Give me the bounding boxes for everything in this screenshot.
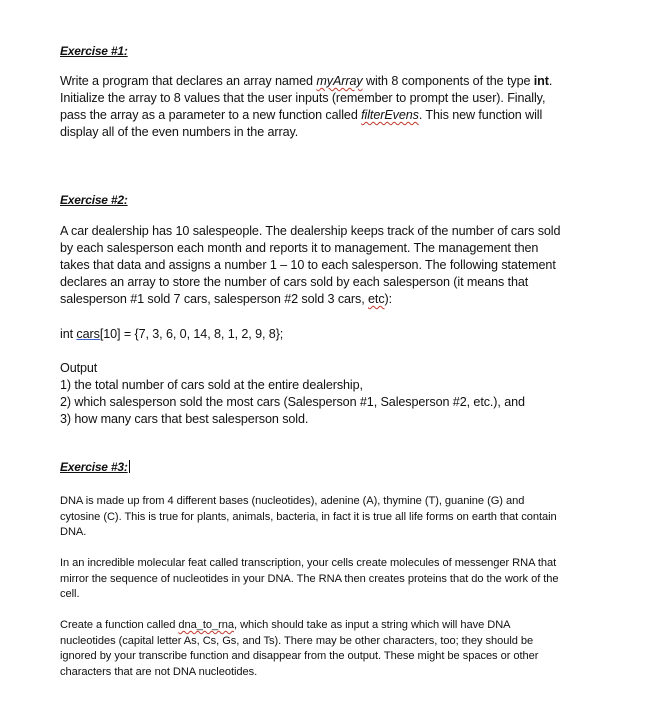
exercise-1-text	[60, 73, 565, 141]
output-item: 1) the total number of cars sold at the entire dealership,	[60, 378, 363, 392]
etc-word: etc	[368, 292, 385, 306]
code-type: int	[60, 327, 77, 341]
ex3-para2: In an incredible molecular feat called transcription, your cells create molecules of messenger RNA that mirror the sequence of nucleotides in your DNA. The RNA then creates proteins that do the work of the cell.	[60, 557, 559, 601]
exercise-2-paragraph	[60, 223, 565, 308]
array-name: myArray	[316, 74, 363, 88]
output-item: 3) how many cars that best salesperson sold.	[60, 412, 309, 426]
output-list	[60, 360, 565, 428]
function-name: filterEvens	[361, 108, 419, 122]
code-line	[60, 326, 565, 343]
ex3-para1: DNA is made up from 4 different bases (nucleotides), adenine (A), thymine (T), guanine (G) and cytosine (C). This is true for plants, animals, bacteria, in fact it is true all life forms on earth that contain DNA.	[60, 495, 557, 539]
output-label: Output	[60, 361, 98, 375]
ex1-text-part: with 8 components of the type	[362, 74, 534, 88]
exercise-3-paragraph-1	[60, 494, 565, 541]
dna-function-name: dna_to_rna	[178, 619, 235, 631]
exercise-2-heading: Exercise #2:	[60, 193, 128, 207]
ex1-text-part: Write a program that declares an array named	[60, 74, 317, 88]
exercise-3-heading-text: Exercise #3:	[60, 460, 128, 474]
ex1-text-part: . This new function will display all of the even numbers in the array.	[60, 108, 543, 139]
ex3-text-part: , which should take as input a string which will have DNA nucleotides (capital letter As, Cs, Gs, and Ts). There may be other characters, too; they should be ignored by your transcribe function and disappear from the output. These might be spaces or other characters that are not DNA nucleotides.	[60, 619, 539, 678]
code-rest: [10] = {7, 3, 6, 0, 14, 8, 1, 2, 9, 8};	[99, 327, 284, 341]
ex2-text-part: A car dealership has 10 salespeople. The dealership keeps track of the number of cars sold by each salesperson each month and reports it to management. The management then takes that data and assigns a number 1 – 10 to each salesperson. The following statement declares an array to store the number of cars sold by each salesperson (it means that salesperson #1 sold 7 cars, salesperson #2 sold 3 cars,	[60, 224, 561, 306]
int-keyword: int	[533, 74, 549, 88]
ex1-text-part: . Initialize the array to 8 values that the user inputs (remember to prompt the user). Finally, pass the array as a parameter to a new function called	[60, 74, 553, 122]
output-item: 2) which salesperson sold the most cars (Salesperson #1, Salesperson #2, etc.), and	[60, 395, 525, 409]
exercise-3-paragraph-2	[60, 556, 565, 603]
text-cursor	[129, 460, 130, 473]
ex3-text-part: Create a function called	[60, 619, 179, 631]
exercise-3-heading	[60, 460, 130, 474]
exercise-1-heading: Exercise #1:	[60, 44, 128, 58]
ex2-text-part: ):	[384, 292, 393, 306]
exercise-3-paragraph-3	[60, 618, 565, 680]
code-var: cars	[76, 327, 100, 341]
